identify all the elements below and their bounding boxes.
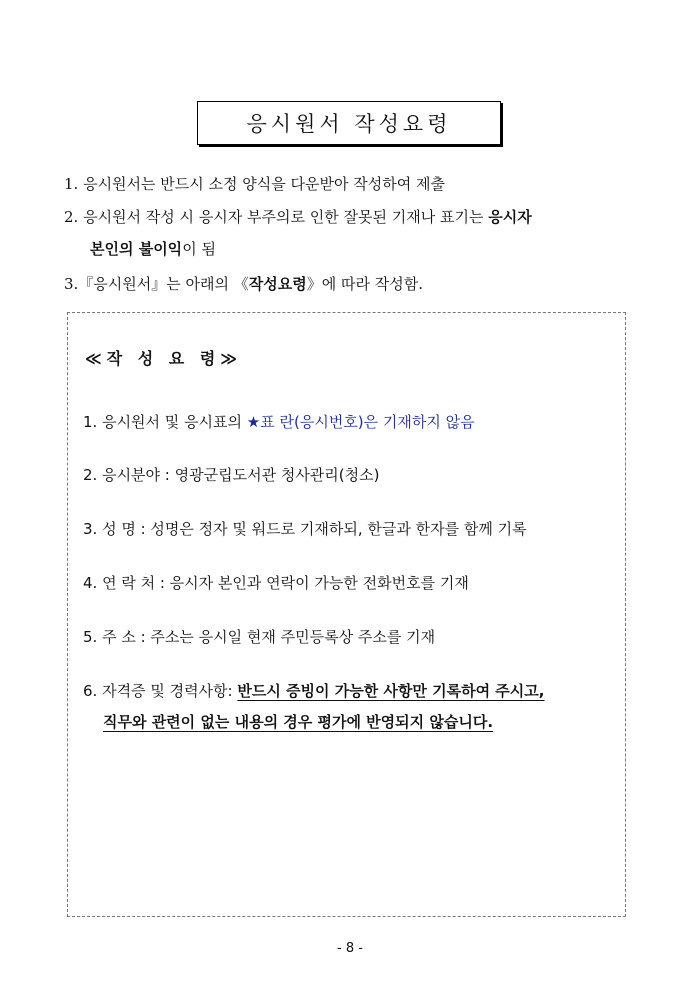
instruction-1	[64, 173, 445, 194]
instruction-2-bold-self: 본인의	[90, 240, 139, 258]
panel-item-6-underlined-2: 직무와 관련이 없는 내용의 경우 평가에 반영되지 않습니다.	[103, 713, 494, 731]
panel-item-4-text: 4. 연 락 처 : 응시자 본인과 연락이 가능한 전화번호를 기재	[83, 574, 469, 592]
panel-item-2-text: 2. 응시분야 : 영광군립도서관 청사관리(청소)	[83, 466, 380, 484]
document-title-text: 응시원서 작성요령	[246, 112, 452, 136]
panel-item-6-underlined-1: 반드시 증빙이 가능한 사항만 기록하여 주시고,	[237, 682, 545, 700]
instruction-2-continued	[90, 238, 216, 259]
instruction-2-bold: 응시자	[488, 208, 532, 226]
panel-item-1-text: 1. 응시원서 및 응시표의	[83, 413, 247, 431]
star-icon: ★	[246, 413, 261, 431]
panel-item-3-text: 3. 성 명 : 성명은 정자 및 워드로 기재하되, 한글과 한자를 함께 기록	[83, 520, 527, 538]
document-title	[197, 101, 501, 145]
instruction-3-text-b: 》에 따라 작성함.	[306, 275, 423, 293]
instruction-1-text: 1. 응시원서는 반드시 소정 양식을 다운받아 작성하여 제출	[64, 175, 445, 193]
instruction-3-text-a: 3.『응시원서』는 아래의 《	[64, 275, 249, 293]
instruction-3-bold: 작성요령	[248, 275, 307, 293]
panel-title: ≪작 성 요 령≫	[85, 349, 243, 368]
instruction-2	[64, 206, 532, 227]
page-number: - 8 -	[337, 941, 363, 956]
panel-item-6-text: 6. 자격증 및 경력사항:	[83, 682, 238, 700]
instruction-2-end: 이 됨	[182, 240, 216, 258]
panel-item-4	[83, 572, 469, 593]
panel-item-3	[83, 518, 527, 539]
instruction-2-bold-disadvantage: 불이익	[138, 240, 183, 258]
panel-item-5-text: 5. 주 소 : 주소는 응시일 현재 주민등록상 주소를 기재	[83, 628, 436, 646]
instruction-2-text: 2. 응시원서 작성 시 응시자 부주의로 인한 잘못된 기재나 표기는	[64, 208, 489, 226]
guideline-panel	[67, 312, 626, 917]
panel-item-6-continued	[103, 711, 493, 732]
panel-item-5	[83, 626, 435, 647]
panel-item-1	[83, 411, 475, 432]
panel-item-6	[83, 680, 544, 701]
panel-item-2	[83, 464, 379, 485]
instruction-3	[64, 273, 423, 294]
panel-item-1-blue-text: 표 란(응시번호)은 기재하지 않음	[260, 413, 475, 431]
